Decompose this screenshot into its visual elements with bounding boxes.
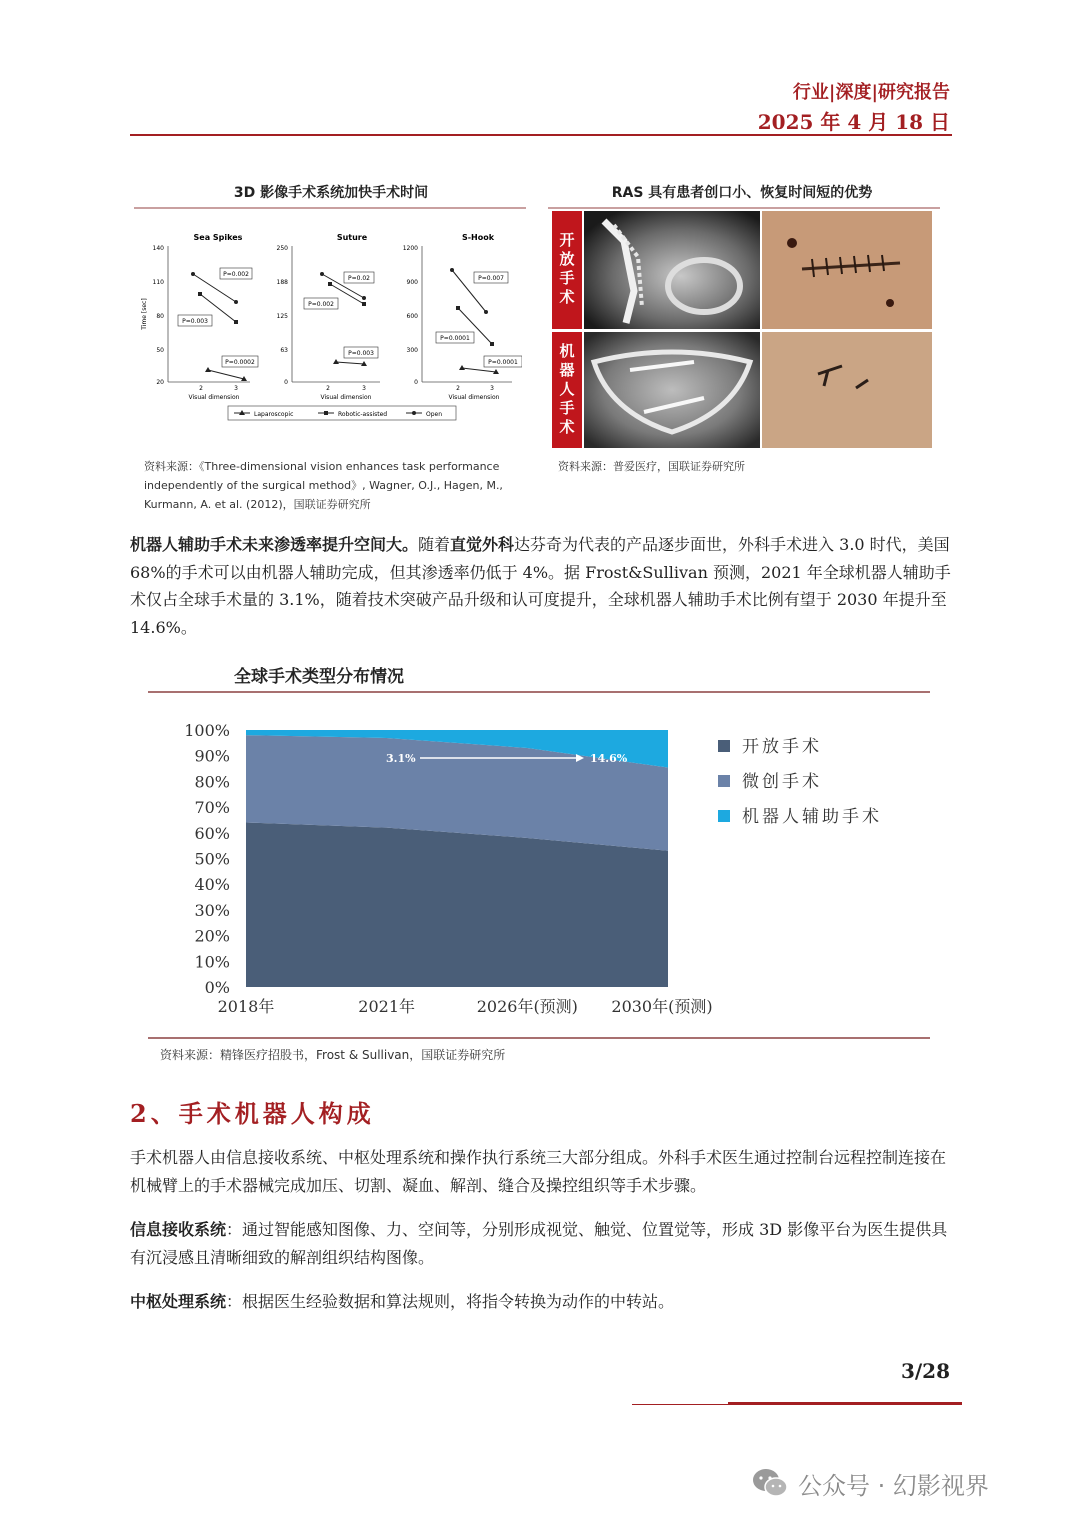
y-tick: 300 bbox=[406, 347, 418, 354]
y-tick-label: 60% bbox=[194, 823, 230, 843]
watermark bbox=[752, 1465, 989, 1501]
p-value: P=0.0001 bbox=[440, 335, 470, 342]
paragraph-lead: 机器人辅助手术未来渗透率提升空间大。 bbox=[130, 535, 419, 554]
x-axis-label: Visual dimension bbox=[320, 394, 372, 401]
y-tick-label: 40% bbox=[194, 875, 230, 895]
area-series-0 bbox=[246, 823, 668, 987]
paragraph-overview: 手术机器人由信息接收系统、中枢处理系统和操作执行系统三大部分组成。外科手术医生通过控制台远程控制连接在机械臂上的手术器械完成加压、切割、凝血、解剖、缝合及操控组织等手术步骤。 bbox=[130, 1148, 947, 1195]
figure3-top-rule bbox=[148, 691, 930, 693]
y-tick: 1200 bbox=[402, 245, 418, 252]
figure1-plots bbox=[140, 212, 522, 452]
xray-open-image bbox=[584, 211, 760, 329]
figure3-title: 全球手术类型分布情况 bbox=[234, 667, 404, 687]
y-tick: 63 bbox=[280, 347, 288, 354]
wechat-icon bbox=[752, 1467, 788, 1499]
y-tick: 250 bbox=[276, 245, 288, 252]
x-tick: 3 bbox=[362, 385, 366, 392]
y-tick: 125 bbox=[276, 313, 288, 320]
xray-robot-image bbox=[584, 332, 760, 448]
x-tick: 3 bbox=[234, 385, 238, 392]
incision-open-image bbox=[762, 211, 932, 329]
y-axis-label: Time [sec] bbox=[141, 298, 148, 330]
y-tick: 188 bbox=[276, 279, 288, 286]
y-tick-label: 10% bbox=[194, 952, 230, 972]
panel-title: Sea Spikes bbox=[193, 233, 243, 242]
header-date: 2025 年 4 月 18 日 bbox=[757, 110, 950, 134]
panel-title: Suture bbox=[336, 233, 368, 242]
legend-item: Robotic-assisted bbox=[338, 411, 388, 418]
legend-swatch bbox=[718, 740, 730, 752]
y-tick: 110 bbox=[152, 279, 164, 286]
x-tick: 2 bbox=[326, 385, 330, 392]
panel-title: S-Hook bbox=[461, 233, 495, 242]
section-title: 2、手术机器人构成 bbox=[130, 1099, 375, 1128]
figure1-source: 资料来源：《Three-dimensional vision enhances task performance independently of the surgical method》, Wagner, O.J., Hagen, M., Kurmann, A. et al. (2012)，国联证券研究所 bbox=[144, 460, 503, 511]
legend-label: 机器人辅助手术 bbox=[742, 807, 882, 827]
y-tick-label: 90% bbox=[194, 746, 230, 766]
figure2-title: RAS 具有患者创口小、恢复时间短的优势 bbox=[611, 185, 873, 201]
figure2-rule bbox=[548, 207, 940, 209]
footer-rule-thin bbox=[632, 1404, 728, 1405]
incision-robot-image bbox=[762, 332, 932, 448]
legend-swatch bbox=[718, 810, 730, 822]
surgery-type-chart bbox=[148, 700, 938, 1030]
x-tick: 2 bbox=[456, 385, 460, 392]
row-label-robot: 机器人手术 bbox=[552, 332, 582, 448]
y-tick: 80 bbox=[156, 313, 164, 320]
y-tick: 50 bbox=[156, 347, 164, 354]
company-name: 直觉外科 bbox=[450, 535, 515, 554]
y-tick-label: 70% bbox=[194, 798, 230, 818]
y-tick: 20 bbox=[156, 379, 164, 386]
header-rule bbox=[130, 134, 952, 136]
paragraph-info-system: 信息接收系统：通过智能感知图像、力、空间等，分别形成视觉、触觉、位置觉等，形成 3D 影像平台为医生提供具有沉浸感且清晰细致的解剖组织结构图像。 bbox=[130, 1220, 948, 1267]
p-value: P=0.0001 bbox=[488, 359, 518, 366]
x-axis-label: Visual dimension bbox=[448, 394, 500, 401]
paragraph-lead: 信息接收系统 bbox=[130, 1220, 227, 1239]
y-tick: 0 bbox=[414, 379, 418, 386]
y-tick-label: 0% bbox=[204, 978, 230, 997]
p-value: P=0.002 bbox=[308, 301, 334, 308]
p-value: P=0.007 bbox=[478, 275, 504, 282]
y-tick-label: 20% bbox=[194, 926, 230, 946]
watermark-text: 公众号 · 幻影视界 bbox=[798, 1471, 989, 1500]
p-value: P=0.0002 bbox=[225, 359, 255, 366]
header-doc-type: 行业|深度|研究报告 bbox=[792, 82, 950, 103]
legend-swatch bbox=[718, 775, 730, 787]
footer-rule-thick bbox=[728, 1402, 962, 1405]
annotation-to: 14.6% bbox=[590, 752, 628, 765]
annotation-from: 3.1% bbox=[386, 752, 416, 765]
paragraph-central-system: 中枢处理系统：根据医生经验数据和算法规则，将指令转换为动作的中转站。 bbox=[130, 1292, 675, 1311]
x-tick: 3 bbox=[490, 385, 494, 392]
legend-label: 微创手术 bbox=[742, 772, 822, 792]
paragraph-lead: 中枢处理系统 bbox=[130, 1292, 227, 1311]
y-tick: 900 bbox=[406, 279, 418, 286]
figure1-rule bbox=[134, 207, 526, 209]
y-tick: 600 bbox=[406, 313, 418, 320]
figure2-source: 资料来源：普爱医疗，国联证券研究所 bbox=[558, 460, 745, 473]
x-tick: 2 bbox=[199, 385, 203, 392]
y-tick-label: 50% bbox=[194, 849, 230, 869]
y-tick-label: 100% bbox=[184, 721, 230, 740]
figure1-legend bbox=[228, 406, 456, 420]
figure3-source: 资料来源：精锋医疗招股书，Frost & Sullivan，国联证券研究所 bbox=[160, 1048, 506, 1062]
paragraph-penetration: 机器人辅助手术未来渗透率提升空间大。随着直觉外科达芬奇为代表的产品逐步面世，外科手术进入 3.0 时代，美国 68%的手术可以由机器人辅助完成，但其渗透率仍低于 4%。据 Frost&Sullivan 预测，2021 年全球机器人辅助手术仅占全球手术量的 3.1%，随着技术突破产品升级和认可度提升，全球机器人辅助手术比例有望于 2030 年提升至 14.6%。 bbox=[130, 535, 951, 637]
p-value: P=0.003 bbox=[348, 350, 374, 357]
p-value: P=0.002 bbox=[223, 271, 249, 278]
x-axis-label: Visual dimension bbox=[188, 394, 240, 401]
y-tick: 0 bbox=[284, 379, 288, 386]
x-tick-label: 2026年(预测) bbox=[476, 997, 578, 1016]
legend-label: 开放手术 bbox=[742, 737, 822, 757]
figure1-title: 3D 影像手术系统加快手术时间 bbox=[233, 185, 429, 201]
y-tick-label: 30% bbox=[194, 900, 230, 920]
figure2-image-grid bbox=[552, 211, 932, 448]
p-value: P=0.02 bbox=[347, 275, 371, 282]
p-value: P=0.003 bbox=[182, 318, 208, 325]
x-tick-label: 2030年(预测) bbox=[611, 997, 713, 1016]
panel-sea-spikes bbox=[141, 233, 258, 401]
y-tick-label: 80% bbox=[194, 772, 230, 792]
panel-s-hook bbox=[403, 233, 522, 401]
y-tick: 140 bbox=[152, 245, 164, 252]
figure3-bottom-rule bbox=[148, 1037, 930, 1039]
panel-suture bbox=[277, 233, 380, 401]
row-label-open: 开放手术 bbox=[552, 211, 582, 329]
page-number: 3/28 bbox=[900, 1359, 950, 1383]
legend-item: Laparoscopic bbox=[254, 411, 294, 418]
legend-item: Open bbox=[426, 411, 443, 418]
x-tick-label: 2021年 bbox=[358, 997, 416, 1016]
x-tick-label: 2018年 bbox=[217, 997, 275, 1016]
